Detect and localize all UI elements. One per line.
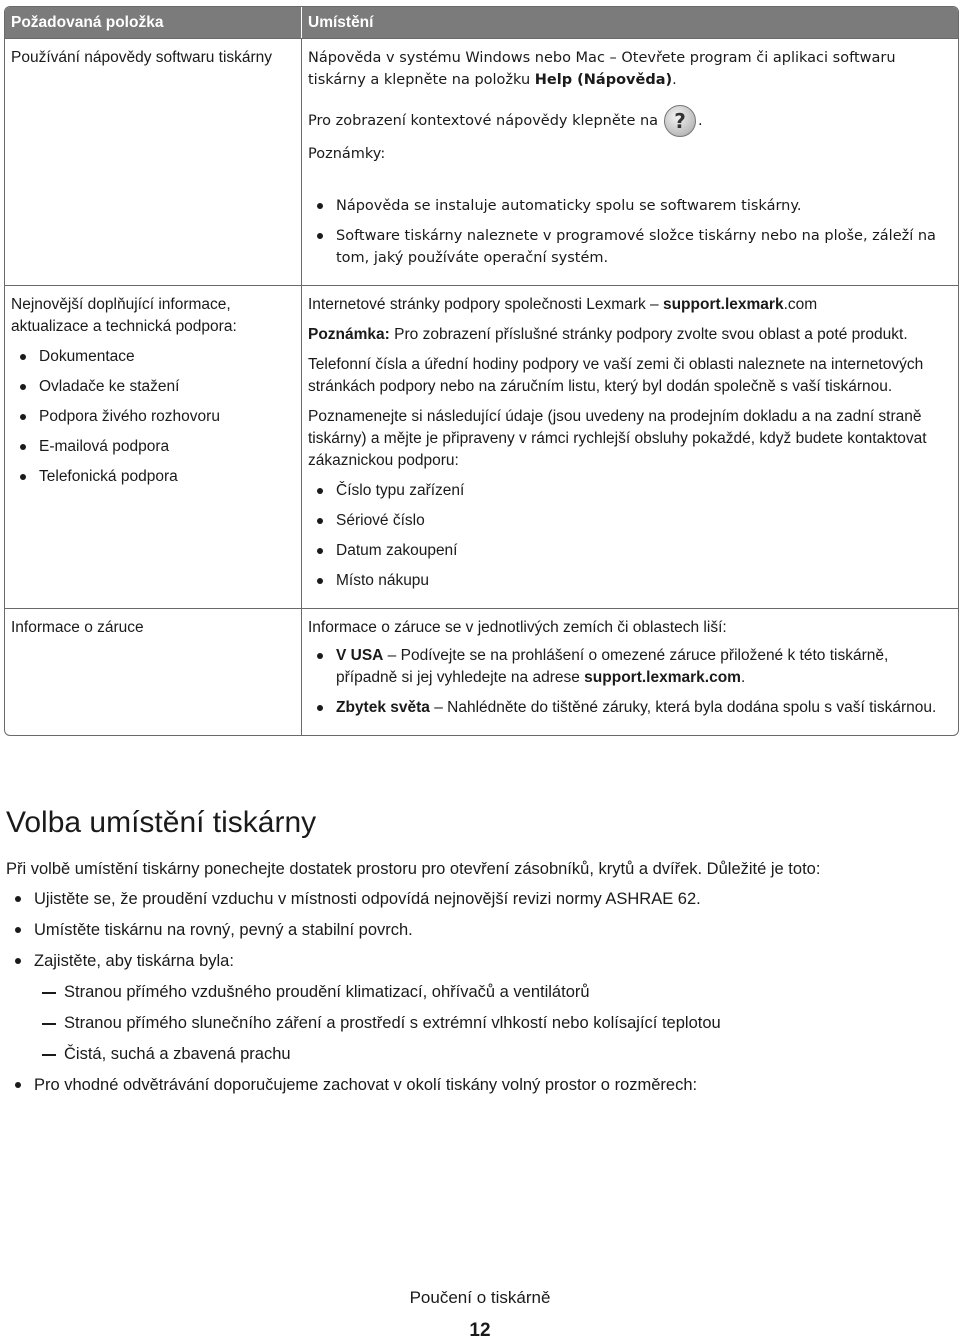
warranty-list xyxy=(308,645,948,719)
help-question-icon: ? xyxy=(664,105,696,137)
list-item: Zajistěte, aby tiskárna byla: Stranou přímého vzdušného proudění klimatizací, ohřívačů a ventilátorů Stranou přímého slunečního záření a prostředí s extrémní vlhkostí nebo kolísající teplotou Čistá, suchá a zbavená prachu xyxy=(6,950,936,1065)
help-menu-label: Help (Nápověda) xyxy=(534,72,673,88)
list-item: Telefonická podpora xyxy=(11,466,295,488)
list-item: Umístěte tiskárnu na rovný, pevný a stabilní povrch. xyxy=(6,919,936,941)
list-item: E-mailová podpora xyxy=(11,436,295,458)
list-item: Zbytek světa – Nahlédněte do tištěné záruky, která byla dodána spolu s vaší tiskárnou. xyxy=(308,697,948,719)
row3-location xyxy=(302,609,958,735)
list-item: Nápověda se instaluje automaticky spolu se softwarem tiskárny. xyxy=(308,195,948,217)
record-paragraph: Poznamenejte si následující údaje (jsou uvedeny na prodejním dokladu a na zadní straně tiskárny) a mějte je připraveny v rámci rychlejší obsluhy pokaždé, když budete kontaktovat zákaznickou podporu: xyxy=(308,408,927,469)
row1-location xyxy=(302,39,958,285)
help-paragraph: Nápověda v systému Windows nebo Mac – Otevřete program či aplikaci softwaru tiskárny a klepněte na položku Help (Nápověda). xyxy=(308,50,896,88)
list-item: Sériové číslo xyxy=(308,510,948,532)
note-paragraph: Poznámka: Pro zobrazení příslušné stránky podpory zvolte svou oblast a poté produkt. xyxy=(308,326,908,343)
list-item: Číslo typu zařízení xyxy=(308,480,948,502)
list-item: Software tiskárny naleznete v programové složce tiskárny nebo na ploše, záleží na tom, jaký používáte operační systém. xyxy=(308,225,948,269)
list-item: Ujistěte se, že proudění vzduchu v místnosti odpovídá nejnovější revizi normy ASHRAE 62. xyxy=(6,888,936,910)
web-support-paragraph: Internetové stránky podpory společnosti Lexmark – support.lexmark.com xyxy=(308,296,818,313)
context-help-paragraph: Pro zobrazení kontextové nápovědy klepněte na ? . xyxy=(308,105,948,137)
list-item: Stranou přímého vzdušného proudění klimatizací, ohřívačů a ventilátorů xyxy=(6,981,936,1003)
header-col-location: Umístění xyxy=(308,13,374,31)
row3-item: Informace o záruce xyxy=(5,609,302,735)
table-header xyxy=(5,7,958,38)
record-list xyxy=(308,480,948,592)
notes-label: Poznámky: xyxy=(308,146,386,162)
section-title: Volba umístění tiskárny xyxy=(6,806,317,839)
footer-title: Poučení o tiskárně xyxy=(409,1288,551,1307)
list-item: Čistá, suchá a zbavená prachu xyxy=(6,1043,936,1065)
table-row xyxy=(5,608,958,735)
table-row xyxy=(5,38,958,285)
row2-location xyxy=(302,286,958,608)
row2-item xyxy=(5,286,302,608)
notes-list xyxy=(308,195,948,269)
warranty-intro: Informace o záruce se v jednotlivých zemích či oblastech liší: xyxy=(308,619,727,636)
table-row xyxy=(5,285,958,608)
list-item: Ovladače ke stažení xyxy=(11,376,295,398)
section-intro: Při volbě umístění tiskárny ponechejte dostatek prostoru pro otevření zásobníků, krytů a dvířek. Důležité je toto: xyxy=(6,860,821,878)
placement-sublist xyxy=(6,981,936,1065)
list-item: Stranou přímého slunečního záření a prostředí s extrémní vlhkostí nebo kolísající teplotou xyxy=(6,1012,936,1034)
header-col-item: Požadovaná položka xyxy=(5,7,302,38)
list-item: V USA – Podívejte se na prohlášení o omezené záruce přiložené k této tiskárně, případně si jej vyhledejte na adrese support.lexmark.com. xyxy=(308,645,948,689)
list-item: Podpora živého rozhovoru xyxy=(11,406,295,428)
support-list xyxy=(11,346,295,488)
list-item: Datum zakoupení xyxy=(308,540,948,562)
warranty-link[interactable]: support.lexmark.com xyxy=(584,669,741,686)
support-link[interactable]: support.lexmark xyxy=(662,296,784,313)
info-table xyxy=(4,6,959,736)
list-item: Pro vhodné odvětrávání doporučujeme zachovat v okolí tiskány volný prostor o rozměrech: xyxy=(6,1074,936,1096)
section-body xyxy=(6,858,936,1105)
placement-list xyxy=(6,888,936,1096)
row1-item: Používání nápovědy softwaru tiskárny xyxy=(5,39,302,285)
page-number: 12 xyxy=(469,1320,491,1341)
support-intro: Nejnovější doplňující informace, aktualizace a technická podpora: xyxy=(11,296,237,335)
phone-paragraph: Telefonní čísla a úřední hodiny podpory ve vaší zemi či oblasti naleznete na internetových stránkách podpory nebo na záručním listu, který byl dodán společně s vaší tiskárnou. xyxy=(308,356,924,395)
list-item: Místo nákupu xyxy=(308,570,948,592)
list-item: Dokumentace xyxy=(11,346,295,368)
